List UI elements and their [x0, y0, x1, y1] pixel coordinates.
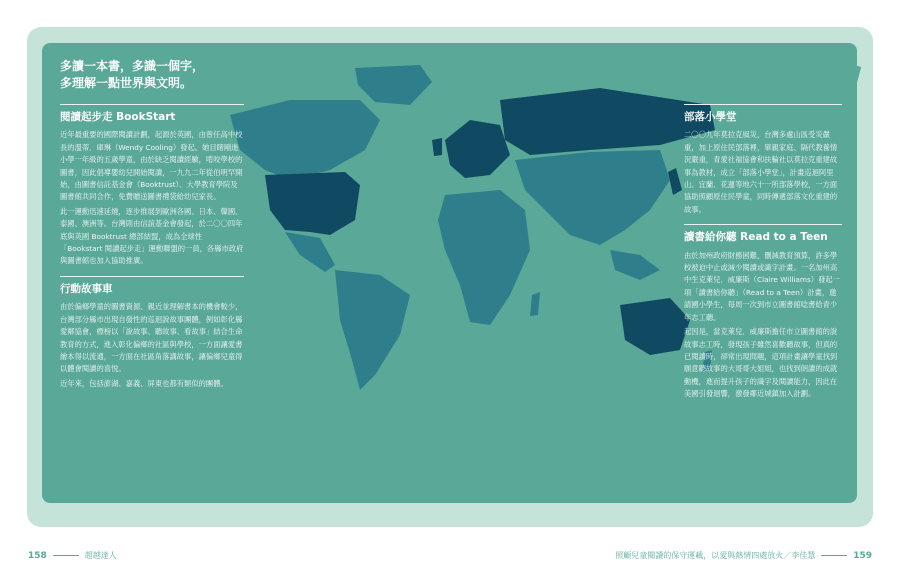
divider [684, 224, 842, 225]
map-usa [265, 172, 360, 235]
section-title-read-to-a-teen: 讀書給你聽 Read to a Teen [684, 231, 828, 244]
paragraph: 近年來，包括澎湖、嘉義、屏東也都有類似的團體。 [60, 378, 228, 388]
map-south-america [335, 270, 410, 390]
divider [60, 104, 244, 105]
intro-line-1: 多讀一本書，多識一個字， [60, 59, 205, 73]
left-column [60, 104, 244, 392]
footer-article-title: 照顧兒童閱讀的保守運載，以愛與熱情四處放火／李佳慧 [615, 551, 816, 560]
paragraph: 由於加州政府財務困難，刪減教育預算，許多學校被迫中止或減少閱讀或識字計畫。一名加州高中生克萊兒．威廉斯（Claire Williams）發起一項「讀書給你聽」（Read to a Teen）計畫，邀請國小學生，每周一次到市立圖書館唸書給青少年志工聽。 [684, 250, 840, 322]
map-southeast-asia [610, 250, 660, 280]
intro-line-2: 多理解一點世界與文明。 [60, 76, 193, 90]
footer-section-title: 超越達人 [84, 551, 117, 560]
map-africa [438, 190, 530, 325]
divider [60, 276, 244, 277]
footer-line [821, 555, 847, 556]
footer-right [615, 550, 872, 561]
right-column [684, 104, 842, 403]
paragraph: 此一運動迅速延燒，逐步推展到歐洲各國、日本、韓國、泰國、澳洲等。台灣則由信誼基金會發起，於二〇〇四年底與英國 Booktrust 總部結盟，成為全球性「Bookstart 閱讀起步走」運動聯盟的一員，各縣市政府與圖書館也加入協助推廣。 [60, 206, 244, 266]
divider [684, 104, 842, 105]
page-number-left: 158 [28, 551, 47, 561]
map-uk [432, 138, 442, 156]
world-map [170, 60, 730, 400]
map-japan [668, 168, 682, 195]
map-russia [500, 88, 715, 155]
map-canada-alaska [230, 100, 380, 180]
footer-left [28, 550, 117, 561]
map-australia [620, 298, 690, 355]
paragraph: 起因是，當克萊兒．威廉斯擔任市立圖書館的說故事志工時，發現孩子雖然喜歡聽故事，但真的已閱讀時，卻常出現問題，這項計畫讓學童找到願意聽故事的大哥哥大姐姐，也找到朗讀的成就動機，進而提升孩子的識字及閱讀能力，因此在美國引發迴響，激發鄰近城鎮加入計劃。 [684, 327, 838, 399]
map-europe [445, 120, 510, 178]
map-madagascar [530, 292, 540, 316]
intro-heading [60, 58, 204, 92]
map-mexico-central [285, 232, 335, 272]
paragraph: 二〇〇九年莫拉克風災，台灣多處山區受災嚴重，加上原住民部落裡，單親家庭、隔代教養情況嚴重，青愛社福協會和扶輪社以莫拉克重建故事為教材，成立「部落小學堂」，計畫巡迴阿里山、宜蘭、花蓮等地六十一所部落學校，一方面協助照顧原住民學童，同時傳遞部落文化重建的故事。 [684, 130, 838, 214]
paragraph: 由於偏鄉學童的圖書資源、親近並理解書本的機會較少，台灣部分縣市出現自發性的巡迴說故事團體，例如彰化縣愛鄰協會，標榜以「說故事、聽故事、看故事」結合生命教育的方式，進入彰化偏鄉的社區與學校，一方面讓愛書繪本得以流通，一方面在社區角落講故事，讓偏鄉兒童得以體會閱讀的喜悅。 [60, 302, 243, 374]
paragraph: 近年最重要的國際閱讀計劃，起源於英國，由曾任高中校長的溫蒂．庫琳（Wendy Cooling）發起。她目睹剛進小學一年級的五歲學童，由於缺乏閱讀經驗，啃咬學校的圖書，因此倡導嬰幼兒開始閱讀，一九九二年從伯明罕開始，由圖書信託基金會（Booktrust）、大學教育學院及圖書館共同合作，免費贈送圖書禮袋給幼兒家長。 [60, 130, 243, 202]
section-title-bookstart: 閱讀起步走 BookStart [60, 111, 176, 123]
map-asia [515, 150, 670, 245]
footer-line [53, 555, 79, 556]
page-number-right: 159 [853, 551, 872, 561]
section-title-story-bus: 行動故事車 [60, 282, 113, 295]
map-greenland [355, 65, 432, 105]
section-title-tribal-school: 部落小學堂 [684, 111, 737, 123]
